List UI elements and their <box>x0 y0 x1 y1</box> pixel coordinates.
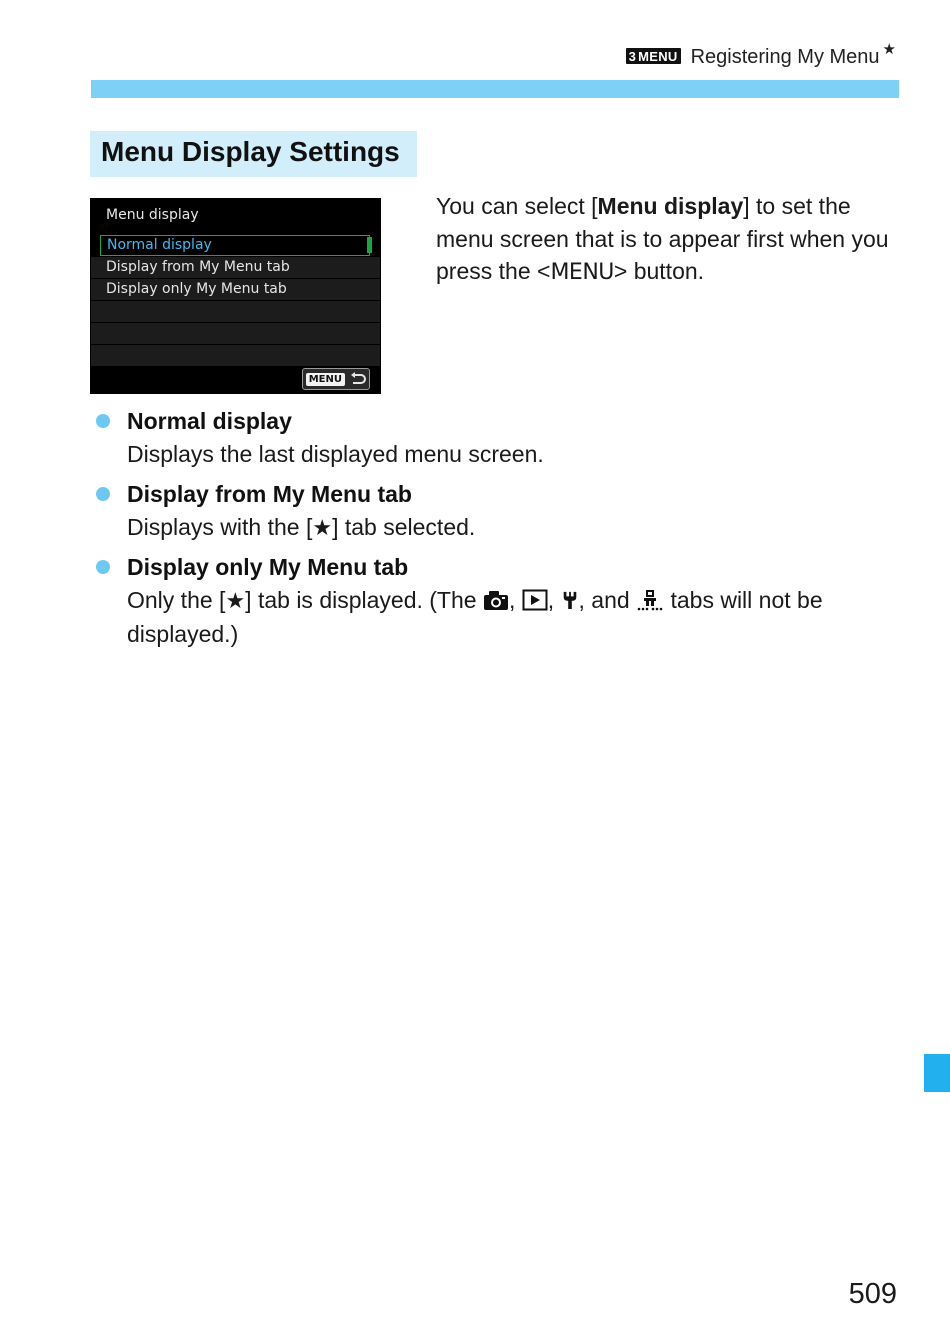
desc-text: ] tab selected. <box>332 514 476 540</box>
intro-bold-menu-display: Menu display <box>597 193 744 219</box>
menu-badge-number: 3 <box>628 49 637 64</box>
return-icon <box>350 372 366 386</box>
camera-menu-screenshot <box>90 198 381 394</box>
my-menu-star-icon: ★ <box>312 516 333 541</box>
and-text: , and <box>578 587 637 613</box>
intro-text-1: You can select [ <box>436 193 598 219</box>
desc-text: Displays with the [ <box>127 514 313 540</box>
bullet-description <box>127 584 902 650</box>
my-menu-star-icon: ★ <box>225 589 246 614</box>
page-number: 509 <box>848 1278 897 1310</box>
screen-empty-row <box>91 323 380 344</box>
bullet-heading: Display only My Menu tab <box>127 554 409 580</box>
running-header-title: Registering My Menu <box>690 46 880 68</box>
intro-paragraph <box>436 190 906 290</box>
desc-text: tabs will not be displayed.) <box>127 587 823 647</box>
bullet-heading: Display from My Menu tab <box>127 481 412 507</box>
screen-option-display-only-my-menu[interactable]: Display only My Menu tab <box>91 279 380 300</box>
bullet-dot-icon <box>96 560 110 574</box>
bullet-description <box>127 511 902 545</box>
header-star-icon: ★ <box>882 41 896 58</box>
menu-badge-label: MENU <box>638 49 678 64</box>
screen-menu-back-button[interactable] <box>302 368 370 390</box>
comma-separator: , <box>508 587 516 613</box>
playback-icon <box>522 589 548 611</box>
intro-text-2: ] to set the menu screen that is to appear first when you press the < <box>436 193 889 284</box>
menu-button-symbol: MENU <box>550 260 614 285</box>
header-accent-bar <box>91 80 899 98</box>
setup-icon <box>561 589 579 611</box>
chapter-edge-tab <box>924 1054 950 1092</box>
custom-functions-icon <box>636 589 664 611</box>
menu-button-label: MENU <box>306 373 345 386</box>
bullet-dot-icon <box>96 487 110 501</box>
desc-text: Only the [ <box>127 587 226 613</box>
screen-title: Menu display <box>106 207 199 223</box>
screen-empty-row <box>91 345 380 366</box>
screen-option-normal-display[interactable]: Normal display <box>100 235 370 256</box>
camera-icon <box>483 589 509 611</box>
menu-badge <box>626 48 681 64</box>
intro-text-3: > button. <box>613 258 705 284</box>
desc-text: ] tab is displayed. (The <box>245 587 483 613</box>
screen-option-display-from-my-menu[interactable]: Display from My Menu tab <box>91 257 380 278</box>
bullet-dot-icon <box>96 414 110 428</box>
comma-separator: , <box>547 587 555 613</box>
running-header <box>626 43 896 71</box>
screen-empty-row <box>91 301 380 322</box>
bullet-description: Displays the last displayed menu screen. <box>127 441 544 467</box>
bullet-heading: Normal display <box>127 408 292 434</box>
section-title: Menu Display Settings <box>90 131 417 177</box>
